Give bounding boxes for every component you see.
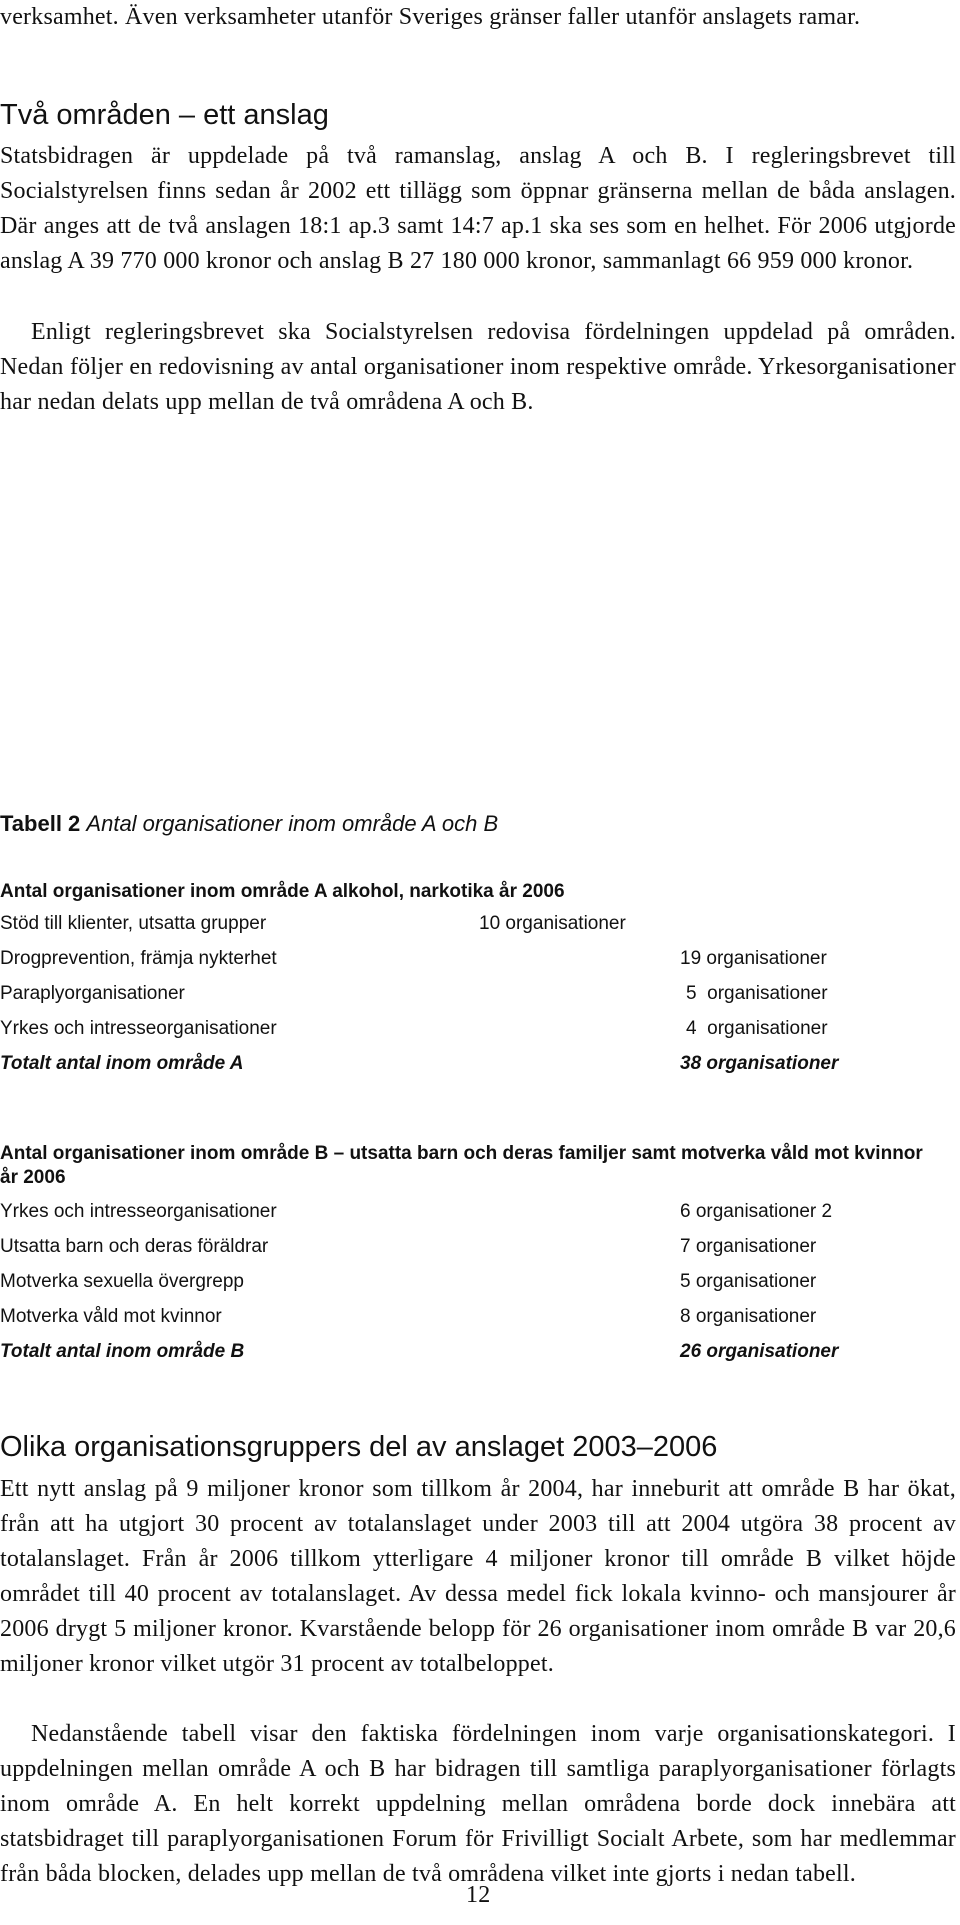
table-row-value: 19 organisationer	[680, 948, 827, 969]
table-total-row	[0, 1339, 930, 1365]
section-heading-organisation-groups: Olika organisationsgruppers del av anslaget 2003–2006	[0, 1431, 718, 1463]
table-row-value: 7 organisationer	[680, 1236, 817, 1257]
section1-paragraph-2: Enligt regleringsbrevet ska Socialstyrelsen redovisa fördelningen uppdelad på områden. Nedan följer en redovisning av antal organisationer inom respektive område. Yrkesorganisationer har nedan delats upp mellan de två områdena A och B.	[0, 319, 956, 415]
page-number: 12	[466, 1882, 491, 1908]
table-caption	[0, 810, 498, 838]
table-row-value: 6 organisationer 2	[680, 1201, 833, 1222]
table-row	[0, 946, 930, 972]
table-row	[0, 1304, 930, 1330]
table-total-value: 26 organisationer	[680, 1341, 839, 1362]
table-total-value: 38 organisationer	[680, 1053, 839, 1074]
table-caption-label: Tabell 2	[0, 811, 81, 836]
table-row-value: 10 organisationer	[479, 913, 626, 934]
table-row-label: Motverka sexuella övergrepp	[0, 1271, 244, 1292]
table-row-value: 5 organisationer	[680, 1271, 817, 1292]
table-caption-text: Antal organisationer inom område A och B	[86, 811, 499, 836]
table-row-value: 8 organisationer	[680, 1306, 817, 1327]
table-row	[0, 911, 930, 937]
table-total-label: Totalt antal inom område B	[0, 1341, 245, 1362]
table-row	[0, 1016, 930, 1042]
section-heading-two-areas: Två områden – ett anslag	[0, 99, 329, 131]
table-row-value: 4 organisationer	[686, 1018, 828, 1039]
table-a-heading: Antal organisationer inom område A alkohol, narkotika år 2006	[0, 881, 565, 902]
section2-paragraph-2: Nedanstående tabell visar den faktiska fördelningen inom varje organisationskategori. I uppdelningen mellan område A och B har bidragen till samtliga paraplyorganisationer förlagts inom område A. En helt korrekt uppdelning mellan områdena borde dock innebära att statsbidraget till paraplyorganisationen Forum för Frivilligt Socialt Arbete, som har medlemmar från båda blocken, delades upp mellan de två områdena vilket inte gjorts i nedan tabell.	[0, 1721, 956, 1887]
table-row	[0, 1199, 930, 1225]
table-total-row	[0, 1051, 930, 1077]
intro-paragraph: verksamhet. Även verksamheter utanför Sveriges gränser faller utanför anslagets ramar.	[0, 4, 861, 30]
section2-paragraph-1: Ett nytt anslag på 9 miljoner kronor som tillkom år 2004, har inneburit att område B har ökat, från att ha utgjort 30 procent av totalanslaget under 2003 till att 2004 utgöra 38 procent av totalanslaget. Från år 2006 tillkom ytterligare 4 miljoner kronor till område B vilket höjde området till 40 procent av totalanslaget. Av dessa medel fick lokala kvinno- och mansjourer år 2006 drygt 5 miljoner kronor. Kvarstående belopp för 26 organisationer inom område B var 20,6 miljoner kronor vilket utgör 31 procent av totalbeloppet.	[0, 1476, 956, 1677]
table-total-label: Totalt antal inom område A	[0, 1053, 244, 1074]
table-row-label: Yrkes och intresseorganisationer	[0, 1201, 277, 1222]
table-row-label: Stöd till klienter, utsatta grupper	[0, 913, 267, 934]
table-row	[0, 1269, 930, 1295]
table-row-label: Paraplyorganisationer	[0, 983, 185, 1004]
table-row	[0, 1234, 930, 1260]
table-row	[0, 981, 930, 1007]
table-b-heading: Antal organisationer inom område B – utsatta barn och deras familjer samt motverka våld mot kvinnor år 2006	[0, 1143, 923, 1188]
section1-paragraph-1: Statsbidragen är uppdelade på två ramanslag, anslag A och B. I regleringsbrevet till Socialstyrelsen finns sedan år 2002 ett tillägg som öppnar gränserna mellan de båda anslagen. Där anges att de två anslagen 18:1 ap.3 samt 14:7 ap.1 ska ses som en helhet. För 2006 utgjorde anslag A 39 770 000 kronor och anslag B 27 180 000 kronor, sammanlagt 66 959 000 kronor.	[0, 143, 956, 274]
table-row-label: Utsatta barn och deras föräldrar	[0, 1236, 269, 1257]
table-row-value: 5 organisationer	[686, 983, 828, 1004]
table-row-label: Yrkes och intresseorganisationer	[0, 1018, 277, 1039]
table-row-label: Motverka våld mot kvinnor	[0, 1306, 222, 1327]
table-row-label: Drogprevention, främja nykterhet	[0, 948, 277, 969]
